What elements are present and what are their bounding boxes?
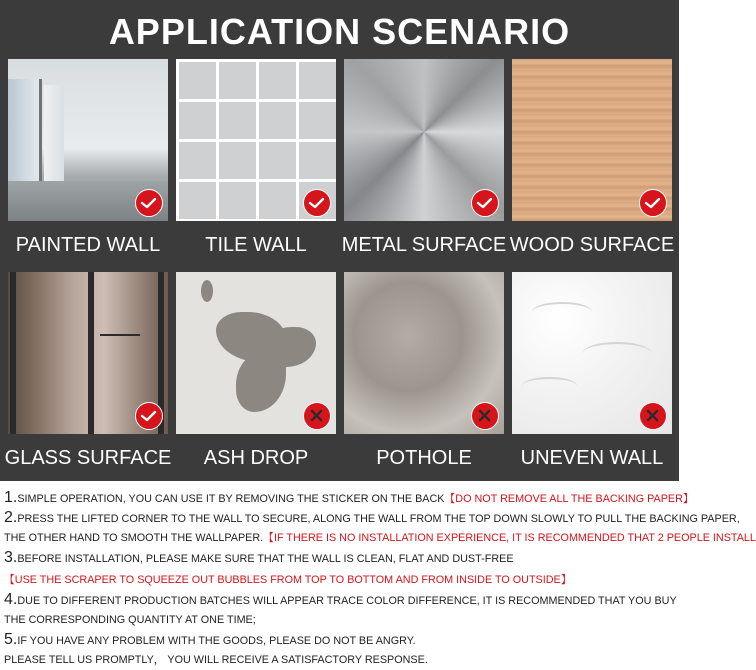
check-icon bbox=[303, 189, 331, 217]
scenario-label: ASH DROP bbox=[203, 447, 309, 469]
instruction-text: DUE TO DIFFERENT PRODUCTION BATCHES WILL APPEAR TRACE COLOR DIFFERENCE, IT IS RECOMMENDED THAT YOU BUY bbox=[17, 595, 677, 607]
instruction-1 bbox=[4, 488, 694, 508]
wrinkle bbox=[522, 377, 577, 395]
instruction-number: 3. bbox=[4, 549, 18, 566]
instruction-warning: 【USE THE SCRAPER TO SQUEEZE OUT BUBBLES FROM TOP TO BOTTOM AND FROM INSIDE TO OUTSIDE】 bbox=[4, 574, 572, 586]
instruction-number: 5. bbox=[4, 631, 18, 648]
wood-surface-image bbox=[512, 59, 672, 221]
ash-drop-image bbox=[176, 272, 336, 434]
painted-wall-image bbox=[8, 59, 168, 221]
wrinkle bbox=[532, 302, 592, 322]
page-title: APPLICATION SCENARIO bbox=[108, 11, 571, 52]
check-icon bbox=[135, 402, 163, 430]
metal-surface-image bbox=[344, 59, 504, 221]
instruction-warning: 【IF THERE IS NO INSTALLATION EXPERIENCE, IT IS RECOMMENDED THAT 2 PEOPLE INSTALL bbox=[263, 532, 756, 544]
instruction-2 bbox=[4, 508, 740, 528]
scenario-label: UNEVEN WALL bbox=[520, 447, 664, 469]
scenario-label: POTHOLE bbox=[376, 447, 472, 469]
scenario-label: METAL SURFACE bbox=[341, 234, 507, 256]
instruction-2-cont bbox=[4, 528, 756, 548]
lamp-image-part bbox=[100, 334, 140, 356]
wrinkle bbox=[582, 342, 652, 366]
scenario-label: PAINTED WALL bbox=[15, 234, 161, 256]
glass-frame bbox=[10, 272, 16, 434]
ash-patch bbox=[201, 280, 213, 302]
instruction-warning: 【DO NOT REMOVE ALL THE BACKING PAPER】 bbox=[444, 493, 694, 505]
cross-icon bbox=[303, 402, 331, 430]
ash-patch bbox=[266, 327, 316, 367]
scenario-label: TILE WALL bbox=[205, 234, 307, 256]
instruction-number: 1. bbox=[4, 489, 18, 506]
uneven-wall-image bbox=[512, 272, 672, 434]
scenario-label: GLASS SURFACE bbox=[4, 447, 172, 469]
check-icon bbox=[471, 189, 499, 217]
window-image-part bbox=[44, 85, 64, 189]
instruction-text: THE OTHER HAND TO SMOOTH THE WALLPAPER. bbox=[4, 532, 264, 544]
instruction-number: 2. bbox=[4, 509, 18, 526]
instruction-text: SIMPLE OPERATION, YOU CAN USE IT BY REMOVING THE STICKER ON THE BACK bbox=[17, 493, 445, 505]
scenario-label: WOOD SURFACE bbox=[509, 234, 675, 256]
cross-icon bbox=[639, 402, 667, 430]
instruction-text: PRESS THE LIFTED CORNER TO THE WALL TO SECURE, ALONG THE WALL FROM THE TOP DOWN SLOWLY TO PULL THE BACKING PAPER, bbox=[17, 513, 740, 525]
instruction-text: PLEASE TELL US PROMPTLY， YOU WILL RECEIVE A SATISFACTORY RESPONSE. bbox=[4, 654, 428, 666]
check-icon bbox=[135, 189, 163, 217]
instruction-text: BEFORE INSTALLATION, PLEASE MAKE SURE THAT THE WALL IS CLEAN, FLAT AND DUST-FREE bbox=[17, 553, 514, 565]
tile-wall-image bbox=[176, 59, 336, 221]
glass-frame bbox=[88, 272, 94, 434]
instruction-3 bbox=[4, 548, 514, 568]
instruction-4 bbox=[4, 590, 677, 610]
instruction-3-cont bbox=[4, 570, 572, 590]
instruction-4-cont bbox=[4, 610, 256, 630]
instruction-number: 4. bbox=[4, 591, 18, 608]
instruction-text: IF YOU HAVE ANY PROBLEM WITH THE GOODS, PLEASE DO NOT BE ANGRY. bbox=[17, 635, 416, 647]
instruction-5 bbox=[4, 630, 416, 650]
instruction-text: THE CORRESPONDING QUANTITY AT ONE TIME; bbox=[4, 614, 256, 626]
pothole-image bbox=[344, 272, 504, 434]
cross-icon bbox=[471, 402, 499, 430]
instruction-5-cont bbox=[4, 650, 428, 670]
glass-surface-image bbox=[8, 272, 168, 434]
check-icon bbox=[639, 189, 667, 217]
window-image-part bbox=[8, 79, 42, 191]
